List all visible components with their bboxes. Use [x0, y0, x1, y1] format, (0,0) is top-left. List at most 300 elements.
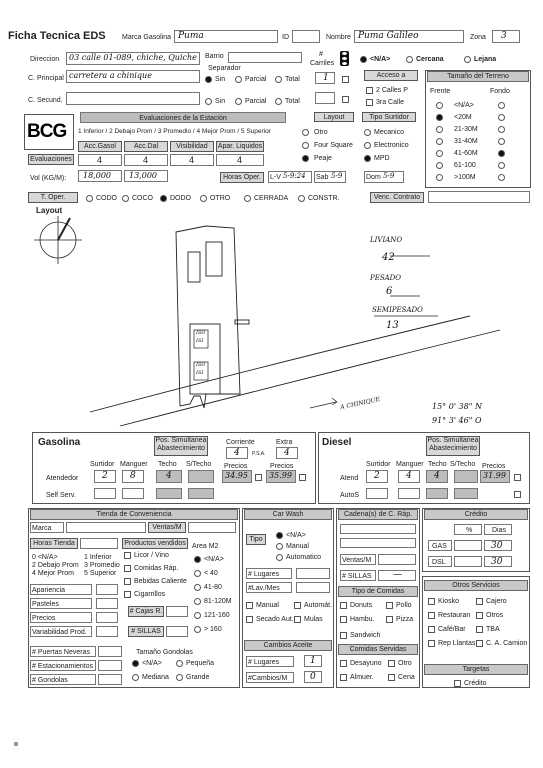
terreno-option-5: 61-100 — [454, 162, 476, 169]
surtidor-electronico-radio[interactable] — [364, 142, 371, 149]
direccion-field[interactable] — [66, 52, 200, 65]
carwash-tipo-label: Tipo — [246, 534, 266, 545]
otros-check-2[interactable] — [428, 612, 435, 619]
self-stecho-field[interactable] — [188, 488, 214, 499]
aceite-cambios-text: #Cambios/M — [248, 675, 288, 682]
tam-pequena-radio[interactable] — [176, 660, 183, 667]
diesel-surtidor-value: 2 — [374, 471, 380, 481]
frente-radio-2[interactable] — [436, 126, 443, 133]
eval-value-4-text: 4 — [237, 155, 243, 165]
separador-label: Separador — [208, 65, 241, 72]
diesel-techo-field[interactable] — [426, 470, 448, 483]
estac-text: # Estacionamientos — [32, 663, 94, 670]
gondolas-label — [30, 674, 96, 685]
barrio-label: Barrio — [205, 53, 224, 60]
eval-value-3[interactable] — [170, 154, 214, 166]
frente-radio-4[interactable] — [436, 150, 443, 157]
gas-stecho-field[interactable] — [188, 470, 214, 483]
donuts-check[interactable] — [340, 602, 347, 609]
otro-comida-label: Otro — [398, 660, 412, 667]
evaluaciones-title — [80, 112, 286, 123]
otros-check-0[interactable] — [428, 598, 435, 605]
terreno-option-3: 31-40M — [454, 138, 478, 145]
credito-dsl-value: 30 — [491, 557, 503, 567]
fondo-label: Fondo — [490, 88, 510, 95]
venc-contrato-button[interactable]: Venc. Contrato — [370, 192, 424, 203]
secund-total-radio[interactable] — [275, 98, 282, 105]
extra-field[interactable] — [276, 447, 298, 459]
tam-mediana-radio[interactable] — [132, 674, 139, 681]
coord-lon: 91° 3' 46" O — [432, 416, 482, 425]
secund-parcial-radio[interactable] — [235, 98, 242, 105]
tienda-scale-2: 2 Debajo Prom — [32, 562, 79, 569]
sandwich-check[interactable] — [340, 632, 347, 639]
oper-radio-1[interactable] — [122, 195, 129, 202]
fondo-radio-0[interactable] — [498, 102, 505, 109]
road-label: A CHINIQUE — [339, 395, 381, 412]
area-option-4: 121-160 — [204, 612, 230, 619]
oper-radio-0[interactable] — [86, 195, 93, 202]
vol-value-2: 13,000 — [129, 171, 157, 180]
terreno-option-6: >100M — [454, 174, 476, 181]
diesel-stecho-label: S/Techo — [450, 461, 476, 468]
sandwich-label: Sandwich — [350, 632, 381, 639]
autos-manguer-field[interactable] — [398, 488, 420, 499]
eval-value-3-text: 4 — [189, 155, 195, 165]
liviano-label: LIVIANO — [370, 236, 403, 244]
fondo-radio-4[interactable] — [498, 150, 505, 157]
principal-parcial-label: Parcial — [245, 76, 267, 83]
frente-radio-0[interactable] — [436, 102, 443, 109]
aceite-lugares-field[interactable] — [304, 655, 322, 667]
area-radio-4[interactable] — [194, 612, 201, 619]
gas-surtidor-field[interactable] — [94, 470, 116, 483]
carwash-manual-label: Manual — [286, 543, 309, 550]
self-surtidor-field[interactable] — [94, 488, 116, 499]
corriente-value: 4 — [234, 448, 240, 458]
lv-field[interactable] — [268, 171, 312, 183]
gas-price-1: 34.95 — [225, 471, 248, 480]
credito-title: Crédito — [424, 509, 528, 520]
dispenser-label-4: ISI — [196, 370, 204, 376]
otros-label-3: Otros — [486, 612, 504, 619]
self-serv-label: Self Serv. — [46, 492, 76, 499]
horas-tienda-field[interactable] — [80, 538, 118, 549]
productos-label: Productos vendidos — [122, 538, 188, 549]
eval-value-1-text: 4 — [97, 155, 103, 165]
coord-lat: 15° 0' 38" N — [432, 402, 482, 411]
diesel-surtidor-field[interactable] — [366, 470, 388, 483]
dom-label: Dom — [366, 174, 381, 181]
carwash-auto-label: Automatico — [286, 554, 322, 561]
diesel-stecho-field[interactable] — [454, 470, 478, 483]
gas-price-check-2[interactable] — [299, 474, 306, 481]
extra-label: Extra — [276, 439, 293, 446]
tienda-marca-label — [30, 522, 64, 533]
self-techo-field[interactable] — [156, 488, 182, 499]
oper-option-3: OTRO — [210, 195, 231, 202]
credito-gas-text: GAS — [432, 543, 447, 550]
tienda-scale-1: 1 Inferior — [84, 554, 112, 561]
diesel-manguer-value: 4 — [406, 471, 412, 481]
producto-check-3[interactable] — [124, 591, 131, 598]
id-field[interactable] — [292, 30, 320, 43]
liviano-value: 42 — [382, 252, 395, 263]
zona-value: 3 — [501, 31, 507, 41]
credito-dsl-dias[interactable] — [484, 556, 512, 567]
cadena-ventas-text: Ventas/M — [342, 557, 372, 564]
otros-label-7: C. A. Camion — [486, 640, 528, 647]
otros-check-3[interactable] — [476, 612, 483, 619]
layout-otro-radio[interactable] — [302, 129, 309, 136]
gas-price-field-2[interactable] — [266, 470, 296, 483]
otros-check-4[interactable] — [428, 626, 435, 633]
secund-carriles-field[interactable] — [315, 92, 335, 104]
lejana-radio[interactable] — [464, 56, 471, 63]
fondo-radio-2[interactable] — [498, 126, 505, 133]
tarjetas-credito-check[interactable] — [454, 680, 461, 687]
eval-value-1[interactable] — [78, 154, 122, 166]
carwash-secado-check[interactable] — [246, 616, 253, 623]
almuer-check[interactable] — [340, 674, 347, 681]
id-label: ID — [282, 34, 289, 41]
secund-parcial-label: Parcial — [245, 98, 267, 105]
carwash-lav-field[interactable] — [296, 582, 330, 593]
carwash-manual-check[interactable] — [246, 602, 253, 609]
cajas-label: # Cajas R. — [129, 608, 163, 615]
desayuno-label: Desayuno — [350, 660, 382, 667]
aceite-cambios-field[interactable] — [304, 671, 322, 683]
area-radio-5[interactable] — [194, 626, 201, 633]
producto-check-2[interactable] — [124, 578, 131, 585]
gas-price-2: 35.99 — [269, 471, 292, 480]
evaluaciones-row-label: Evaluaciones — [28, 154, 74, 165]
area-radio-1[interactable] — [194, 570, 201, 577]
gas-manguer-field[interactable] — [122, 470, 144, 483]
surtidor-mpd-radio[interactable] — [364, 155, 371, 162]
self-manguer-field[interactable] — [122, 488, 144, 499]
otros-check-7[interactable] — [476, 640, 483, 647]
t-oper-button[interactable]: T. Oper. — [28, 192, 78, 203]
diesel-techo-label: Techo — [428, 461, 447, 468]
credito-pct-text: % — [466, 527, 473, 534]
credito-gas-label — [428, 540, 452, 551]
carwash-lugares-field[interactable] — [296, 568, 330, 579]
area-option-0: <N/A> — [204, 556, 224, 563]
layout-four-label: Four Square — [314, 142, 353, 149]
sab-label: Sab — [316, 174, 329, 181]
secund-label: C. Secund. — [28, 97, 63, 104]
diesel-price-check[interactable] — [514, 474, 521, 481]
gondolas-field[interactable] — [98, 674, 122, 685]
pollo-check[interactable] — [386, 602, 393, 609]
principal-sin-label: Sin — [215, 76, 226, 83]
principal-total-label: Total — [285, 76, 300, 83]
diesel-manguer-field[interactable] — [398, 470, 420, 483]
carwash-lav-text: #Lav./Mes — [248, 585, 280, 592]
diesel-pos-button[interactable]: Pos. Simultanea Abastecimiento — [426, 436, 480, 456]
otros-check-5[interactable] — [476, 626, 483, 633]
carwash-secado-check-label: Secado Aut. — [256, 616, 294, 623]
lv-label: L-V — [270, 174, 281, 181]
gas-precios-label-2: Precios — [270, 463, 294, 470]
diesel-atend-label: Atend — [340, 475, 359, 482]
cadena-field-1[interactable] — [340, 524, 416, 534]
credito-dias-header — [484, 524, 512, 535]
cercana-label: Cercana — [416, 56, 444, 63]
cadena-ventas-field[interactable] — [378, 554, 416, 565]
gasolina-pos-button[interactable]: Pos. Simultanea Abastecimiento — [154, 436, 208, 456]
bcg-logo-text: BCG — [27, 121, 67, 142]
area-radio-3[interactable] — [194, 598, 201, 605]
corriente-field[interactable] — [226, 447, 248, 459]
horas-oper-button[interactable]: Horas Oper. — [220, 172, 264, 183]
acceso-button[interactable]: Acceso a — [364, 70, 418, 81]
secund-field[interactable] — [66, 92, 200, 105]
direccion-label: Direccion — [30, 56, 60, 63]
separador-na-label: <N/A> — [370, 56, 391, 63]
cercana-radio[interactable] — [406, 56, 413, 63]
gas-price-check-1[interactable] — [255, 474, 262, 481]
otros-check-6[interactable] — [428, 640, 435, 647]
frente-radio-1[interactable] — [436, 114, 443, 121]
carwash-automat-check[interactable] — [294, 602, 301, 609]
tam-na-label: <N/A> — [142, 660, 162, 667]
sab-field[interactable] — [314, 171, 346, 183]
psa-label: P.S.A. — [252, 451, 266, 457]
gas-techo-label: Techo — [158, 461, 177, 468]
surtidor-mecanico-radio[interactable] — [364, 129, 371, 136]
oper-radio-5[interactable] — [298, 195, 305, 202]
gas-precios-label: Precios — [224, 463, 248, 470]
aceite-lugares-value: 1 — [310, 656, 316, 666]
pizza-label: Pizza — [396, 616, 414, 623]
marca-label: Marca Gasolina — [122, 34, 172, 41]
diesel-title: Diesel — [322, 437, 352, 448]
otros-check-1[interactable] — [476, 598, 483, 605]
carriles-value: 1 — [323, 73, 329, 83]
gondolas-text: # Gondolas — [32, 677, 68, 684]
tam-mediana-label: Mediana — [142, 674, 169, 681]
area-option-5: > 160 — [204, 626, 222, 633]
vol-field-2[interactable] — [124, 170, 168, 182]
layout-four-radio[interactable] — [302, 142, 309, 149]
barrio-field[interactable] — [228, 52, 302, 63]
nombre-field[interactable] — [354, 30, 464, 43]
area-radio-2[interactable] — [194, 584, 201, 591]
north-compass-icon — [34, 216, 82, 264]
carwash-na-radio[interactable] — [276, 532, 283, 539]
gas-surtidor-value: 2 — [102, 471, 108, 481]
traffic-light-icon — [340, 51, 349, 66]
venc-contrato-field[interactable] — [428, 191, 530, 203]
neveras-label — [30, 646, 96, 657]
layout-button[interactable]: Layout — [314, 112, 354, 122]
carriles-label: # Carriles — [310, 51, 335, 67]
tienda-eval-field-2[interactable] — [96, 612, 118, 623]
diesel-precios-label: Precios — [482, 463, 506, 470]
tres-calle-check[interactable] — [366, 99, 373, 106]
fondo-radio-5[interactable] — [498, 162, 505, 169]
estac-label — [30, 660, 96, 671]
tam-gondolas-label: Tamaño Gondolas — [136, 649, 193, 656]
oper-option-2: DODO — [170, 195, 191, 202]
terreno-option-0: <N/A> — [454, 102, 474, 109]
area-radio-0[interactable] — [194, 556, 201, 563]
donuts-label: Donuts — [350, 602, 373, 609]
tienda-sillas-field[interactable] — [166, 626, 188, 637]
frente-radio-6[interactable] — [436, 174, 443, 181]
cajas-field[interactable] — [166, 606, 188, 617]
credito-dsl-pct[interactable] — [454, 556, 482, 567]
estac-field[interactable] — [98, 660, 122, 671]
hambu-label: Hambu. — [350, 616, 375, 623]
tienda-title: Tienda de Conveniencia — [30, 509, 238, 520]
aceite-lugares-label — [246, 656, 294, 667]
autos-surtidor-field[interactable] — [366, 488, 388, 499]
tienda-eval-text-3: Variabilidad Prod. — [32, 629, 87, 636]
gas-price-field-1[interactable] — [222, 470, 252, 483]
secund-total-label: Total — [285, 98, 300, 105]
otros-label-0: Kiosko — [438, 598, 460, 605]
eval-value-4[interactable] — [216, 154, 264, 166]
hambu-check[interactable] — [340, 616, 347, 623]
tienda-marca-field[interactable] — [66, 522, 146, 533]
cadena-sillas-field[interactable] — [378, 570, 416, 581]
tienda-eval-label-1 — [30, 598, 92, 609]
tam-na-radio[interactable] — [132, 660, 139, 667]
fondo-radio-1[interactable] — [498, 114, 505, 121]
direccion-value: 03 calle 01-089, chiche, Quiche — [69, 53, 197, 62]
frente-radio-5[interactable] — [436, 162, 443, 169]
producto-label-1: Comidas Ráp. — [134, 565, 179, 572]
vol-field-1[interactable] — [78, 170, 122, 182]
aceite-cambios-value: 0 — [310, 672, 316, 682]
gas-manguer-label: Manguer — [120, 461, 148, 468]
tienda-eval-field-1[interactable] — [96, 598, 118, 609]
tienda-sillas-label: # SILLAS — [128, 626, 164, 637]
producto-check-0[interactable] — [124, 552, 131, 559]
principal-total-radio[interactable] — [275, 76, 282, 83]
principal-value: carretera a chinique — [69, 71, 152, 80]
otros-label-2: Restauran — [438, 612, 471, 619]
marca-value: Puma — [178, 31, 204, 41]
oper-option-0: CODO — [96, 195, 117, 202]
cadena-sillas-value: — — [393, 570, 402, 580]
desayuno-check[interactable] — [340, 660, 347, 667]
dom-field[interactable] — [364, 171, 404, 183]
principal-parcial-radio[interactable] — [235, 76, 242, 83]
extra-value: 4 — [284, 448, 290, 458]
gas-techo-field[interactable] — [156, 470, 182, 483]
corner-mark — [14, 742, 18, 746]
apar-liquidos-header: Apar. Liquidos — [217, 143, 263, 150]
pizza-check[interactable] — [386, 616, 393, 623]
carwash-auto-radio[interactable] — [276, 554, 283, 561]
layout-peaje-radio[interactable] — [302, 155, 309, 162]
area-option-3: 81-120M — [204, 598, 232, 605]
diesel-techo-value: 4 — [434, 471, 440, 481]
separador-na-radio[interactable] — [360, 56, 367, 63]
credito-dias-text: Dias — [492, 527, 507, 534]
tam-grande-radio[interactable] — [176, 674, 183, 681]
diesel-price-field[interactable] — [480, 470, 510, 483]
form-title: Ficha Tecnica EDS — [8, 30, 106, 42]
neveras-text: # Puertas Neveras — [32, 649, 90, 656]
dos-calles-check[interactable] — [366, 87, 373, 94]
principal-check[interactable] — [342, 76, 349, 83]
secund-check[interactable] — [342, 96, 349, 103]
frente-radio-3[interactable] — [436, 138, 443, 145]
autos-price-check[interactable] — [514, 491, 521, 498]
dispenser-label-3: ISO — [196, 362, 206, 368]
tienda-eval-label-2 — [30, 612, 92, 623]
surtidor-mpd-label: MPD — [374, 155, 390, 162]
secund-sin-radio[interactable] — [205, 98, 212, 105]
tarjetas-title: Targetas — [424, 664, 528, 675]
cadena-field-2[interactable] — [340, 538, 416, 548]
acc-gasol-header: Acc.Gasol — [78, 141, 122, 152]
tienda-eval-label-3 — [30, 626, 92, 637]
autos-techo-field[interactable] — [426, 488, 448, 499]
tienda-eval-field-3[interactable] — [96, 626, 118, 637]
principal-label: C. Principal — [28, 75, 64, 82]
oper-option-1: COCO — [132, 195, 153, 202]
gasolina-title: Gasolina — [38, 437, 81, 448]
principal-sin-radio[interactable] — [205, 76, 212, 83]
credito-gas-dias[interactable] — [484, 540, 512, 551]
almuer-label: Almuer. — [350, 674, 374, 681]
tienda-marca-text: Marca — [32, 525, 52, 532]
oper-option-4: CERRADA — [254, 195, 289, 202]
otro-comida-check[interactable] — [388, 660, 395, 667]
tipo-comidas-title: Tipo de Comidas — [338, 586, 418, 597]
cena-check[interactable] — [388, 674, 395, 681]
principal-field[interactable] — [66, 70, 200, 83]
tipo-surtidor-button[interactable]: Tipo Surtidor — [362, 112, 416, 122]
neveras-field[interactable] — [98, 646, 122, 657]
oper-radio-2[interactable] — [160, 195, 167, 202]
marca-field[interactable] — [174, 30, 278, 43]
eval-value-2[interactable] — [124, 154, 168, 166]
dispenser-label-1: ISO — [196, 330, 206, 336]
dispenser-label-2: ISI — [196, 338, 204, 344]
gas-surtidor-label: Surtidor — [90, 461, 115, 468]
credito-gas-pct[interactable] — [454, 540, 482, 551]
pesado-label: PESADO — [370, 274, 402, 282]
fondo-radio-3[interactable] — [498, 138, 505, 145]
zona-field[interactable] — [492, 30, 520, 43]
oper-radio-4[interactable] — [244, 195, 251, 202]
comidas-servidas-title: Comidas Servidas — [338, 644, 418, 655]
tienda-eval-field-0[interactable] — [96, 584, 118, 595]
carwash-lav-label — [246, 582, 292, 593]
fondo-radio-6[interactable] — [498, 174, 505, 181]
tienda-ventas-label: Ventas/M — [148, 522, 186, 533]
evaluaciones-scale: 1 Inferior / 2 Debajo Prom / 3 Promedio / 4 Mejor Prom / 5 Superior — [78, 128, 271, 135]
producto-check-1[interactable] — [124, 565, 131, 572]
tienda-ventas-field[interactable] — [188, 522, 236, 533]
oper-radio-3[interactable] — [200, 195, 207, 202]
autos-stecho-field[interactable] — [454, 488, 478, 499]
otros-title: Otros Servicios — [424, 580, 528, 591]
aceite-cambios-label — [246, 672, 294, 683]
carwash-mulas-check[interactable] — [294, 616, 301, 623]
principal-carriles-field[interactable] — [315, 72, 335, 84]
carwash-na-label: <N/A> — [286, 532, 306, 539]
carwash-manual-radio[interactable] — [276, 543, 283, 550]
surtidor-electronico-label: Electronico — [374, 142, 409, 149]
